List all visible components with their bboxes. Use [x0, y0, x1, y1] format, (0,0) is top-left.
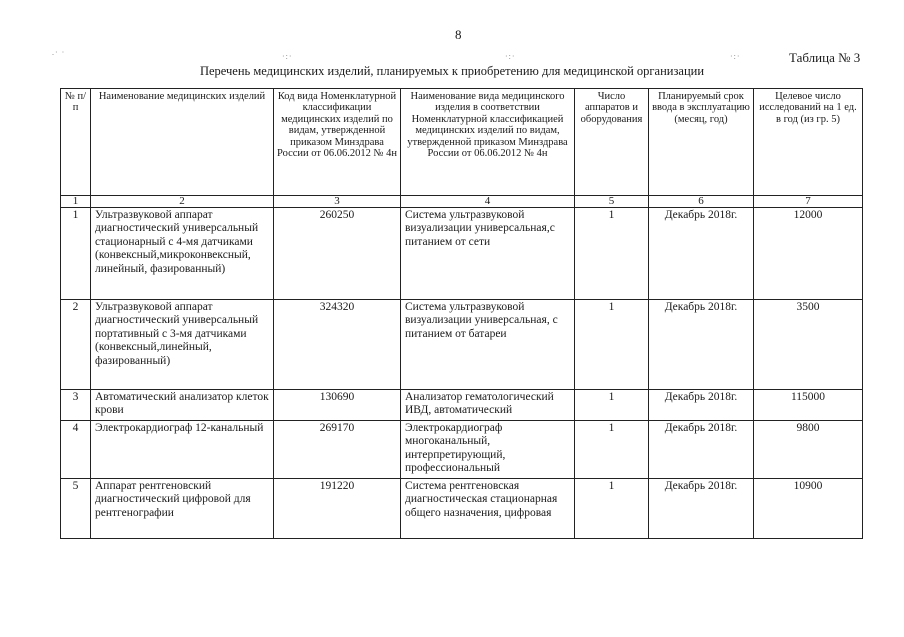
column-number: 7 [754, 196, 863, 208]
target-studies: 12000 [754, 208, 863, 300]
classification-code: 324320 [274, 300, 401, 390]
device-name: Ультразвуковой аппарат диагностический универсальный портативный с 3-мя датчиками (конвексный,линейный, фазированный) [91, 300, 274, 390]
commissioning-date: Декабрь 2018г. [649, 390, 754, 421]
table-row [61, 300, 863, 390]
column-number: 1 [61, 196, 91, 208]
commissioning-date: Декабрь 2018г. [649, 208, 754, 300]
header-code: Код вида Номенклатурной классификации медицинских изделий по видам, утвержденной приказом Минздрава России от 06.06.2012 № 4н [274, 89, 401, 196]
column-number: 4 [401, 196, 575, 208]
table-header-row [61, 89, 863, 196]
table-row [61, 390, 863, 421]
column-number: 3 [274, 196, 401, 208]
row-number: 5 [61, 479, 91, 539]
device-type: Система ультразвуковой визуализации универсальная,с питанием от сети [401, 208, 575, 300]
device-type: Электрокардиограф многоканальный, интерпретирующий, профессиональный [401, 421, 575, 479]
target-studies: 10900 [754, 479, 863, 539]
column-number: 5 [575, 196, 649, 208]
device-name: Ультразвуковой аппарат диагностический универсальный стационарный с 4-мя датчиками (конвексный,микроконвексный, линейный, фазированный) [91, 208, 274, 300]
device-name: Автоматический анализатор клеток крови [91, 390, 274, 421]
device-count: 1 [575, 300, 649, 390]
page-number: 8 [455, 27, 462, 42]
device-count: 1 [575, 390, 649, 421]
row-number: 3 [61, 390, 91, 421]
column-number-row [61, 196, 863, 208]
row-number: 4 [61, 421, 91, 479]
column-number: 2 [91, 196, 274, 208]
header-date: Планируемый срок ввода в эксплуатацию (месяц, год) [649, 89, 754, 196]
scan-speck: ·:· [505, 52, 516, 61]
commissioning-date: Декабрь 2018г. [649, 421, 754, 479]
target-studies: 115000 [754, 390, 863, 421]
device-type: Система ультразвуковой визуализации универсальная, с питанием от батареи [401, 300, 575, 390]
scan-speck: ·:· [282, 52, 293, 61]
column-number: 6 [649, 196, 754, 208]
table-label: Таблица № 3 [789, 50, 861, 65]
classification-code: 130690 [274, 390, 401, 421]
header-target: Целевое число исследований на 1 ед. в год (из гр. 5) [754, 89, 863, 196]
table-row [61, 479, 863, 539]
target-studies: 9800 [754, 421, 863, 479]
document-title: Перечень медицинских изделий, планируемых к приобретению для медицинской организации [199, 64, 705, 78]
device-type: Анализатор гематологический ИВД, автоматический [401, 390, 575, 421]
table-row [61, 421, 863, 479]
device-count: 1 [575, 421, 649, 479]
classification-code: 260250 [274, 208, 401, 300]
row-number: 1 [61, 208, 91, 300]
device-name: Электрокардиограф 12-канальный [91, 421, 274, 479]
equipment-table [60, 88, 863, 539]
classification-code: 269170 [274, 421, 401, 479]
commissioning-date: Декабрь 2018г. [649, 479, 754, 539]
device-count: 1 [575, 208, 649, 300]
scan-speck: .· · [52, 48, 66, 57]
device-type: Система рентгеновская диагностическая стационарная общего назначения, цифровая [401, 479, 575, 539]
device-name: Аппарат рентгеновский диагностический цифровой для рентгенографии [91, 479, 274, 539]
header-name: Наименование медицинских изделий [91, 89, 274, 196]
table-row [61, 208, 863, 300]
device-count: 1 [575, 479, 649, 539]
classification-code: 191220 [274, 479, 401, 539]
header-count: Число аппаратов и оборудования [575, 89, 649, 196]
header-no: № п/п [61, 89, 91, 196]
commissioning-date: Декабрь 2018г. [649, 300, 754, 390]
scan-speck: ·:· [730, 52, 741, 61]
row-number: 2 [61, 300, 91, 390]
header-type: Наименование вида медицинского изделия в соответствии Номенклатурной классификацией медицинских изделий по видам, утвержденной приказом Минздрава России от 06.06.2012 № 4н [401, 89, 575, 196]
target-studies: 3500 [754, 300, 863, 390]
